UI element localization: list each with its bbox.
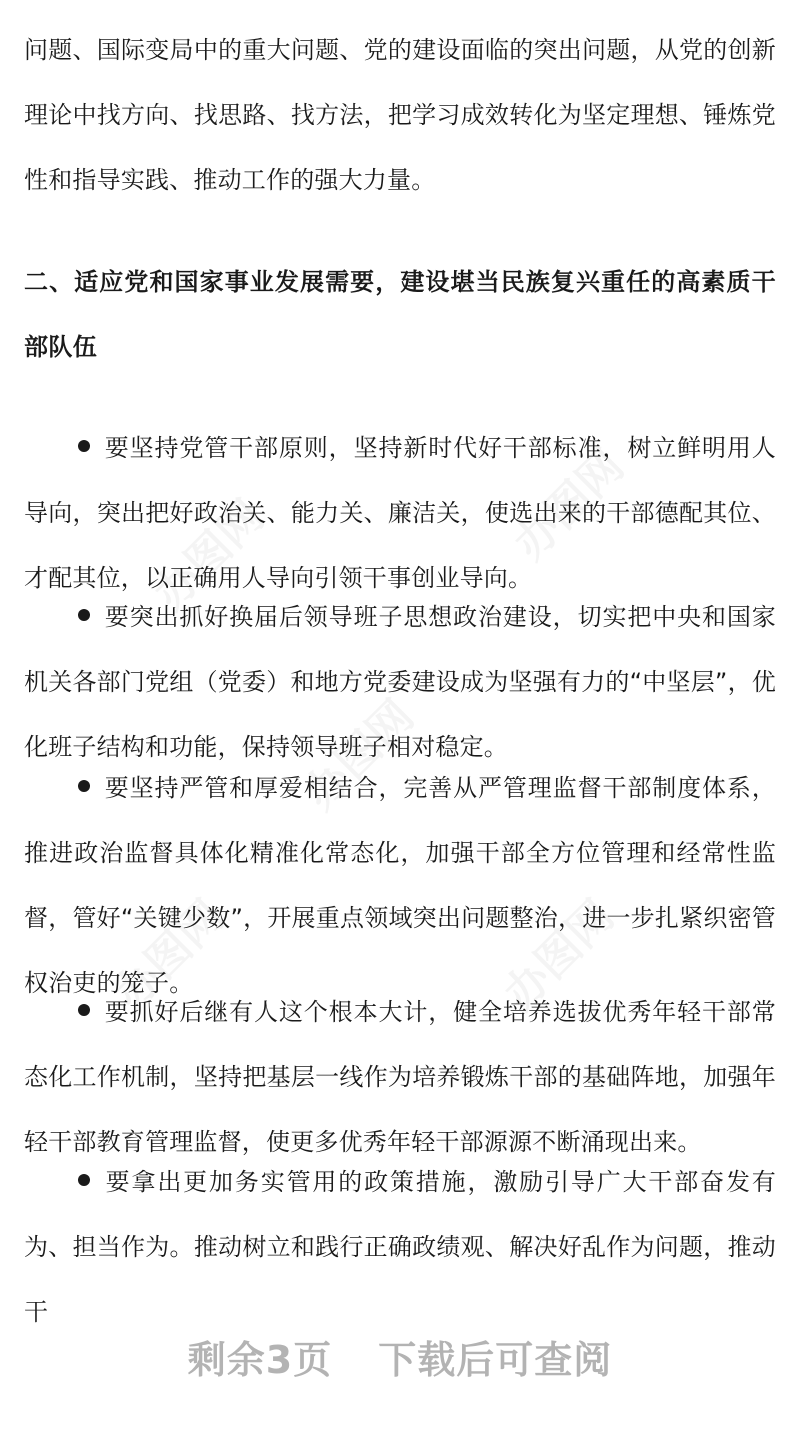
download-prompt[interactable] — [0, 1330, 800, 1390]
intro-paragraph: 问题、国际变局中的重大问题、党的建设面临的突出问题，从党的创新理论中找方向、找思路、找方法，把学习成效转化为坚定理想、锤炼党性和指导实践、推动工作的强大力量。 — [24, 36, 776, 194]
remaining-pages-label: 剩余3页 — [187, 1338, 333, 1382]
bullet-text: 要拿出更加务实管用的政策措施，激励引导广大干部奋发有为、担当作为。推动树立和践行正确政绩观、解决好乱作为问题，推动干 — [24, 1168, 776, 1326]
bullet-paragraph-4 — [24, 980, 776, 1175]
bullet-paragraph-5 — [24, 1150, 776, 1345]
bullet-text: 要坚持党管干部原则，坚持新时代好干部标准，树立鲜明用人导向，突出把好政治关、能力关、廉洁关，使选出来的干部德配其位、才配其位，以正确用人导向引领干事创业导向。 — [24, 434, 776, 592]
download-hint-label: 下载后可查阅 — [378, 1338, 613, 1382]
bullet-paragraph-3 — [24, 756, 776, 1016]
bullet-dot-icon — [78, 1004, 90, 1016]
bullet-paragraph-2 — [24, 585, 776, 780]
bullet-text: 要突出抓好换届后领导班子思想政治建设，切实把中央和国家机关各部门党组（党委）和地方党委建设成为坚强有力的“中坚层”，优化班子结构和功能，保持领导班子相对稳定。 — [24, 603, 776, 761]
bullet-dot-icon — [78, 440, 90, 452]
bullet-dot-icon — [78, 780, 90, 792]
section-heading: 二、适应党和国家事业发展需要，建设堪当民族复兴重任的高素质干部队伍 — [24, 268, 776, 361]
bullet-paragraph-1 — [24, 416, 776, 611]
bullet-dot-icon — [78, 609, 90, 621]
bullet-text: 要抓好后继有人这个根本大计，健全培养选拔优秀年轻干部常态化工作机制，坚持把基层一线作为培养锻炼干部的基础阵地，加强年轻干部教育管理监督，使更多优秀年轻干部源源不断涌现出来。 — [24, 998, 776, 1156]
bullet-dot-icon — [78, 1174, 90, 1186]
bullet-text: 要坚持严管和厚爱相结合，完善从严管理监督干部制度体系，推进政治监督具体化精准化常态化，加强干部全方位管理和经常性监督，管好“关键少数”，开展重点领域突出问题整治，进一步扎紧织密管权治吏的笼子。 — [24, 774, 776, 997]
